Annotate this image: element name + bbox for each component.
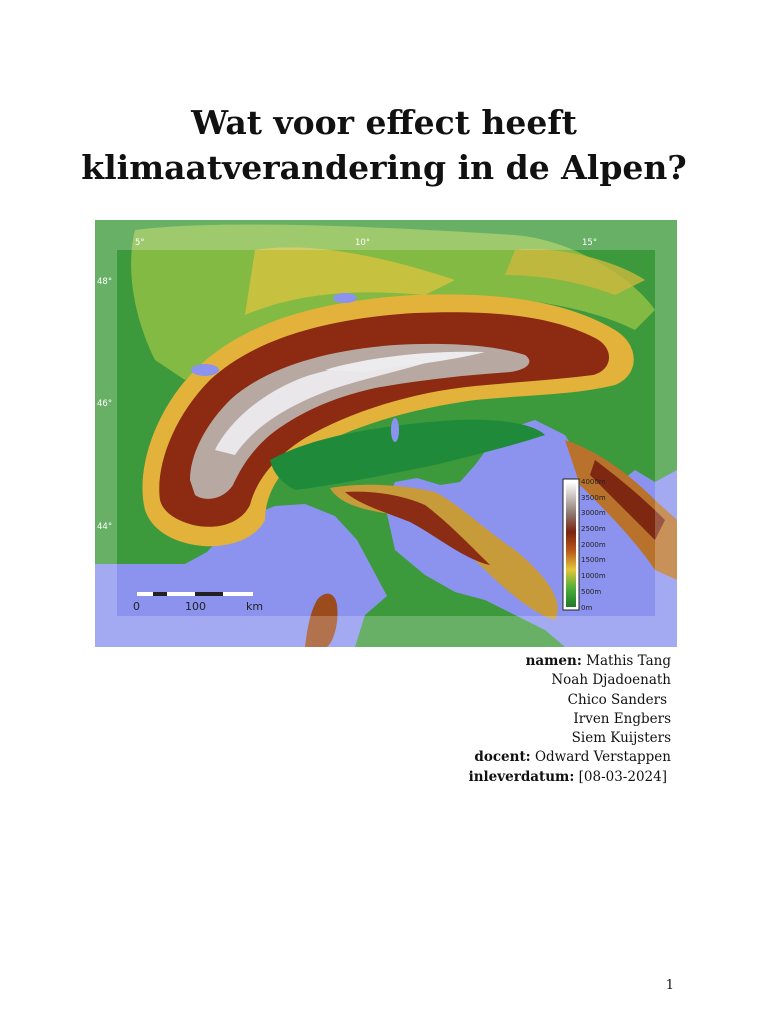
legend-label-1000: 1000m (581, 572, 606, 580)
legend-label-4000: 4000m (581, 478, 606, 486)
legend-label-3500: 3500m (581, 494, 606, 502)
names-label: namen: (525, 653, 582, 669)
legend-label-0: 0m (581, 604, 593, 612)
date-line (469, 768, 671, 787)
legend-label-3000: 3000m (581, 509, 606, 517)
names-line-1 (469, 652, 671, 671)
page-title (0, 100, 768, 190)
teacher-line (469, 748, 671, 767)
author-info (469, 652, 671, 787)
lat-label-44: 44° (97, 522, 113, 532)
name-2: Noah Djadoenath (551, 672, 671, 689)
date-label: inleverdatum: (468, 768, 575, 785)
scale-label-100: 100 (185, 600, 206, 613)
lon-label-5: 5° (135, 238, 145, 248)
legend-label-2000: 2000m (581, 541, 606, 549)
lat-label-48: 48° (97, 277, 113, 287)
name-1: Mathis Tang (586, 653, 671, 669)
lon-label-10: 10° (355, 238, 371, 248)
lat-label-46: 46° (97, 399, 113, 409)
submission-date: [08-03-2024] (578, 768, 667, 785)
name-3: Chico Sanders (567, 691, 667, 708)
title-line-1: Wat voor effect heeft (191, 103, 577, 142)
legend-label-1500: 1500m (581, 556, 606, 564)
lon-label-15: 15° (582, 238, 598, 248)
page-number: 1 (665, 978, 674, 993)
legend-label-500: 500m (581, 588, 602, 596)
elevation-legend (563, 478, 606, 612)
legend-label-2500: 2500m (581, 525, 606, 533)
scale-label-km: km (246, 600, 264, 613)
teacher-label: docent: (474, 749, 531, 766)
teacher-name: Odward Verstappen (534, 749, 671, 766)
alps-relief-map (95, 220, 677, 647)
title-line-2: klimaatverandering in de Alpen? (81, 148, 687, 187)
name-4: Irven Engbers (573, 710, 671, 727)
scale-label-0: 0 (133, 600, 140, 613)
name-5: Siem Kuijsters (571, 730, 671, 747)
